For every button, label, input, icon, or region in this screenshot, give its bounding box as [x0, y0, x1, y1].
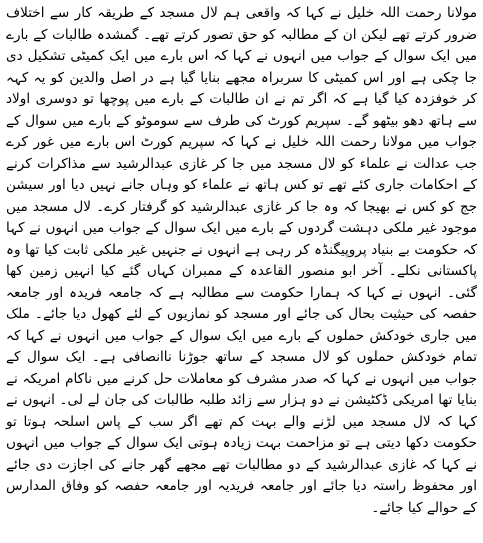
article-body-text: مولانا رحمت اللہ خلیل نے کہا کہ واقعی ہم لال مسجد کے طریقہ کار سے اختلاف ضرور کرتے تھے لیکن ان کے مطالبہ کو حق تصور کرتے تھے۔ گمشدہ طالبات کے بارے میں ایک سوال کے جواب میں انہوں نے کہا کہ اس بارے میں ایک کمیٹی تشکیل دی جا چکی ہے اور اس کمیٹی کا سربراہ مجھے بنایا گیا ہے در اصل والدین کو یہ کہہ کر خوفزدہ کیا گیا ہے کہ اگر تم نے ان طالبات کے بارے میں پوچھا تو دوسری اولاد سے ہاتھ دھو بیٹھو گے۔ سپریم کورٹ کی طرف سے سوموٹو کے بارے میں سوال کے جواب میں مولانا رحمت اللہ خلیل نے کہا کہ سپریم کورٹ اس بارے میں غور کرے جب عدالت نے علماء کو لال مسجد میں جا کر غازی عبدالرشید سے مذاکرات کرنے کے احکامات جاری کئے تھے تو کس ہاتھ نے علماء کو وہاں جانے نہیں دیا اور سیشن جج کو کس نے بھیجا کہ وہ جا کر غازی عبدالرشید کو گرفتار کرے۔ لال مسجد میں موجود غیر ملکی دہشت گردوں کے بارے میں ایک سوال کے جواب میں انہوں نے کہا کہ حکومت بے بنیاد پروپیگنڈہ کر رہی ہے انہوں نے جنہیں غیر ملکی ثابت کیا تھا وہ پاکستانی نکلے۔ آخر ابو منصور القاعدہ کے ممبران کہاں گئے کیا انہیں زمین کھا گئی۔ انہوں نے کہا کہ ہمارا حکومت سے مطالبہ ہے کہ جامعہ فریدہ اور جامعہ حفصہ کی حیثیت بحال کی جائے اور مسجد کو نمازیوں کے لئے کھول دیا جائے۔ ملک میں جاری خودکش حملوں کے بارے میں ایک سوال کے جواب میں انہوں نے کہا کہ تمام خودکش حملوں کو لال مسجد کے ساتھ جوڑنا ناانصافی ہے۔ ایک سوال کے جواب میں انہوں نے کہا کہ صدر مشرف کو معاملات حل کرنے میں ناکام امریکہ نے بنایا تھا امریکی ڈکٹیشن نے دو ہزار سے زائد طلبہ طالبات کی جان لے لی۔ انہوں نے کہا کہ لال مسجد میں لڑنے والے بہت کم تھے اگر سب کے پاس اسلحہ ہوتا تو حکومت دکھا دیتی ہے تو مزاحمت بہت زیادہ ہوتی ایک سوال کے جواب میں انہوں نے کہا کہ غازی عبدالرشید کے دو مطالبات تھے مجھے گھر جانے کی اجازت دی جائے اور محفوظ راستہ دیا جائے اور جامعہ فریدیہ اور جامعہ حفصہ کو وفاق المدارس کے حوالے کیا جائے۔: [6, 5, 477, 516]
